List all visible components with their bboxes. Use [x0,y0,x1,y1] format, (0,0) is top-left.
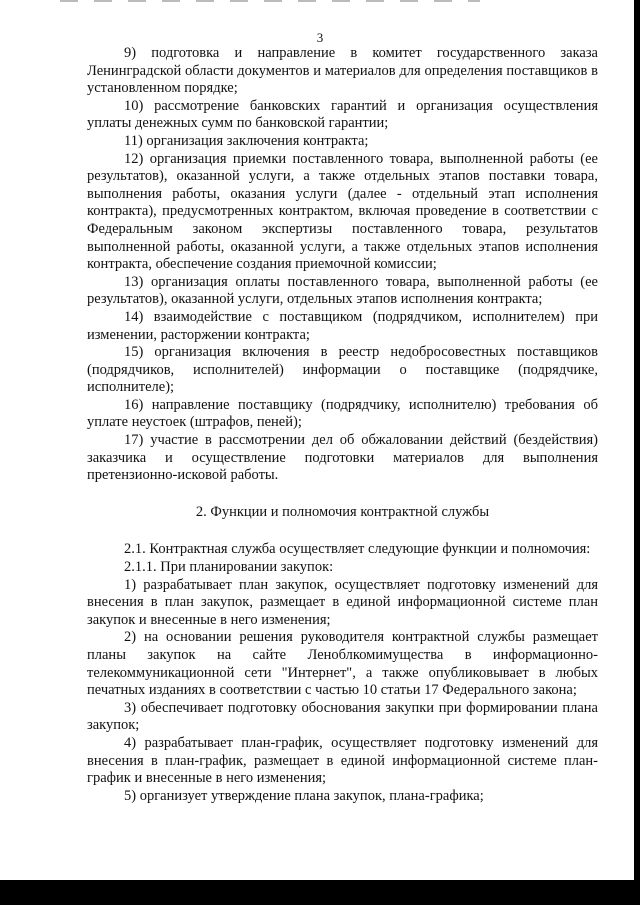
scan-border-bottom [0,880,640,905]
planning-item-5: 5) организует утверждение плана закупок, плана-графика; [124,787,484,804]
planning-item-3: 3) обеспечивает подготовку обоснования закупки при формировании плана закупок; [87,699,598,734]
clause-2-1-1: 2.1.1. При планировании закупок: [124,559,334,576]
list-item-9: 9) подготовка и направление в комитет государственного заказа Ленинградской области документов и материалов для определения поставщиков в установленном порядке; [87,45,598,97]
scan-border-right [634,0,640,880]
list-item-11: 11) организация заключения контракта; [124,132,369,149]
list-item-13: 13) организация оплаты поставленного товара, выполненной работы (ее результатов), оказанной услуги, отдельных этапов исполнения контракта; [87,273,598,308]
list-item-17: 17) участие в рассмотрении дел об обжаловании действий (бездействия) заказчика и осуществление подготовки материалов для выполнения претензионно-исковой работы. [87,432,598,484]
page-number: 3 [316,30,324,45]
list-item-14: 14) взаимодействие с поставщиком (подрядчиком, исполнителем) при изменении, расторжении контракта; [87,308,598,343]
list-item-15: 15) организация включения в реестр недобросовестных поставщиков (подрядчиков, исполнителей) информации о поставщике (подрядчике, исполнителе); [87,344,598,396]
planning-item-1: 1) разрабатывает план закупок, осуществляет подготовку изменений для внесения в план закупок, размещает в единой информационной системе план закупок и внесенные в него изменения; [87,576,598,628]
clause-2-1: 2.1. Контрактная служба осуществляет следующие функции и полномочия: [124,541,591,558]
document-body [87,45,598,805]
planning-item-2: 2) на основании решения руководителя контрактной службы размещает планы закупок на сайте Леноблкомимущества в информационно-телекоммуникационной сети "Интернет", а также опубликовывает в любых печатных изданиях в соответствии с частью 10 статьи 17 Федерального закона; [87,629,598,699]
list-item-16: 16) направление поставщику (подрядчику, исполнителю) требования об уплате неустоек (штрафов, пеней); [87,396,598,431]
planning-item-4: 4) разрабатывает план-график, осуществляет подготовку изменений для внесения в план-график, размещает в единой информационной системе план-график и внесенные в него изменения; [87,734,598,787]
list-item-12: 12) организация приемки поставленного товара, выполненной работы (ее результатов), оказанной услуги, а также отдельных этапов поставки товара, выполнения работы, оказания услуги (далее - отдельный этап исполнения контракта), предусмотренных контрактом, включая проведение в соответствии с Федеральным законом экспертизы поставленного товара, результатов выполненной работы, оказанной услуги, а также отдельных этапов исполнения контракта, обеспечение создания приемочной комиссии; [87,150,598,273]
section-title: 2. Функции и полномочия контрактной службы [195,503,490,520]
list-item-10: 10) рассмотрение банковских гарантий и организация осуществления уплаты денежных сумм по банковской гарантии; [87,97,598,132]
scan-artifact-top [60,0,480,2]
